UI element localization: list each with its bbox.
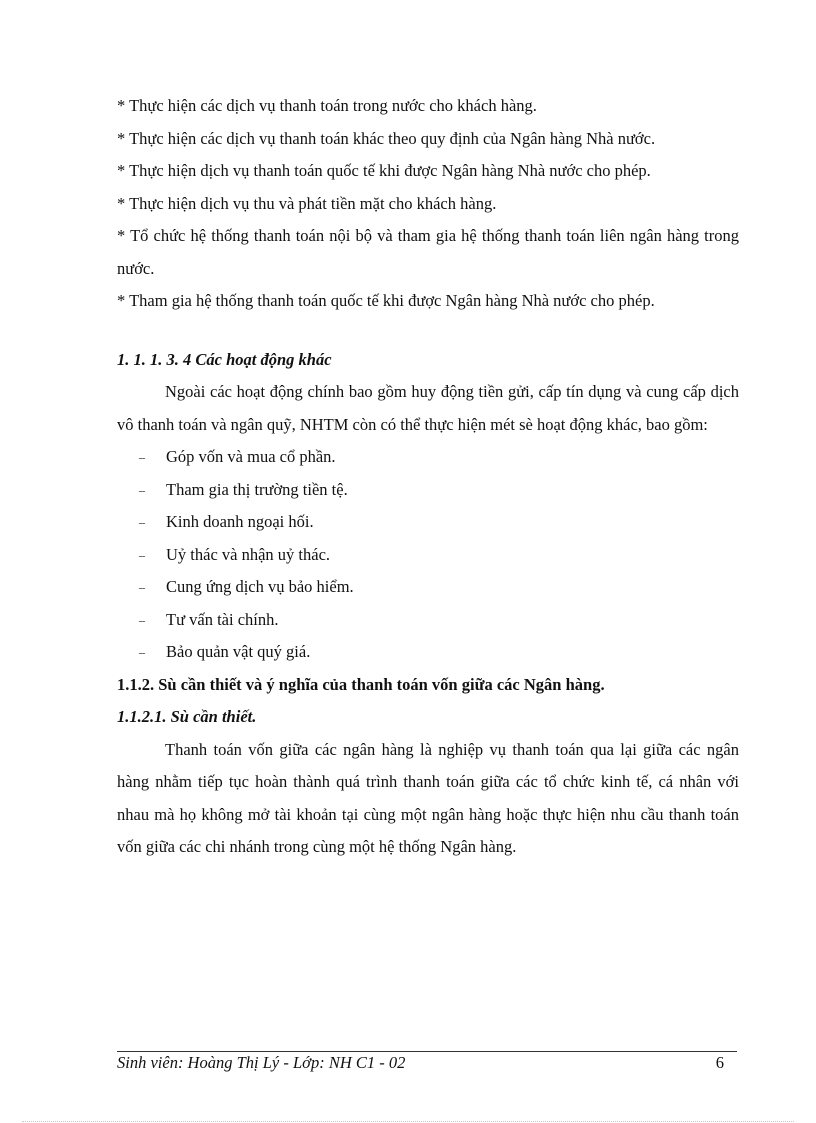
dash-bullet: – [139,515,145,529]
list-item: – Bảo quản vật quý giá. [117,636,739,669]
dash-bullet: – [139,482,145,497]
list-item: – Uỷ thác và nhận uỷ thác. [117,539,739,572]
spacer [117,318,739,338]
dash-bullet: – [139,580,145,594]
document-body [117,90,739,864]
section-other-intro: Ngoài các hoạt động chính bao gồm huy động tiền gửi, cấp tín dụng và cung cấp dịch vô thanh toán và ngân quỹ, NHTM còn có thể thực hiện mét sè hoạt động khác, bao gồm: [117,382,739,434]
list-item: – Góp vốn và mua cổ phần. [117,441,739,474]
payment-service-2: * Thực hiện các dịch vụ thanh toán khác theo quy định của Ngân hàng Nhà nước. [117,128,656,148]
other-activities-list [117,441,739,669]
payment-service-3: * Thực hiện dịch vụ thanh toán quốc tế khi được Ngân hàng Nhà nước cho phép. [117,161,651,180]
page-number: 6 [715,1053,724,1072]
payment-service-4: * Thực hiện dịch vụ thu và phát tiền mặt cho khách hàng. [117,193,497,213]
footer-student: Sinh viên: Hoàng Thị Lý - Lớp: NH C1 - 02 [117,1053,406,1072]
page-bottom-divider [22,1121,794,1122]
list-item: – Tư vấn tài chính. [117,604,739,637]
dash-bullet: – [139,645,145,659]
dash-bullet: – [139,450,145,464]
list-item: – Tham gia thị trường tiền tệ. [117,474,739,507]
payment-service-1: * Thực hiện các dịch vụ thanh toán trong nước cho khách hàng. [117,96,537,115]
section-other-heading: 1. 1. 1. 3. 4 Các hoạt động khác [117,349,332,369]
dash-bullet: – [139,612,145,627]
list-item: – Kinh doanh ngoại hối. [117,506,739,539]
section-necessity-subheading: 1.1.2.1. Sù cần thiết. [117,707,257,726]
section-necessity-body: Thanh toán vốn giữa các ngân hàng là nghiệp vụ thanh toán qua lại giữa các ngân hàng nhằm tiếp tục hoàn thành quá trình thanh toán giữa các tổ chức kinh tế, cá nhân với nhau mà họ không mở tài khoản tại cùng một ngân hàng hoặc thực hiện nhu cầu thanh toán vốn giữa các chi nhánh trong cùng một hệ thống Ngân hàng. [117,739,739,856]
footer-divider [117,1051,737,1052]
dash-bullet: – [139,547,145,562]
payment-service-5: * Tổ chức hệ thống thanh toán nội bộ và tham gia hệ thống thanh toán liên ngân hàng trong nước. [117,226,739,278]
section-necessity-heading: 1.1.2. Sù cần thiết và ý nghĩa của thanh toán vốn giữa các Ngân hàng. [117,674,605,694]
page-footer [117,1053,737,1079]
list-item: – Cung ứng dịch vụ bảo hiểm. [117,571,739,604]
payment-service-6: * Tham gia hệ thống thanh toán quốc tế khi được Ngân hàng Nhà nước cho phép. [117,291,655,310]
